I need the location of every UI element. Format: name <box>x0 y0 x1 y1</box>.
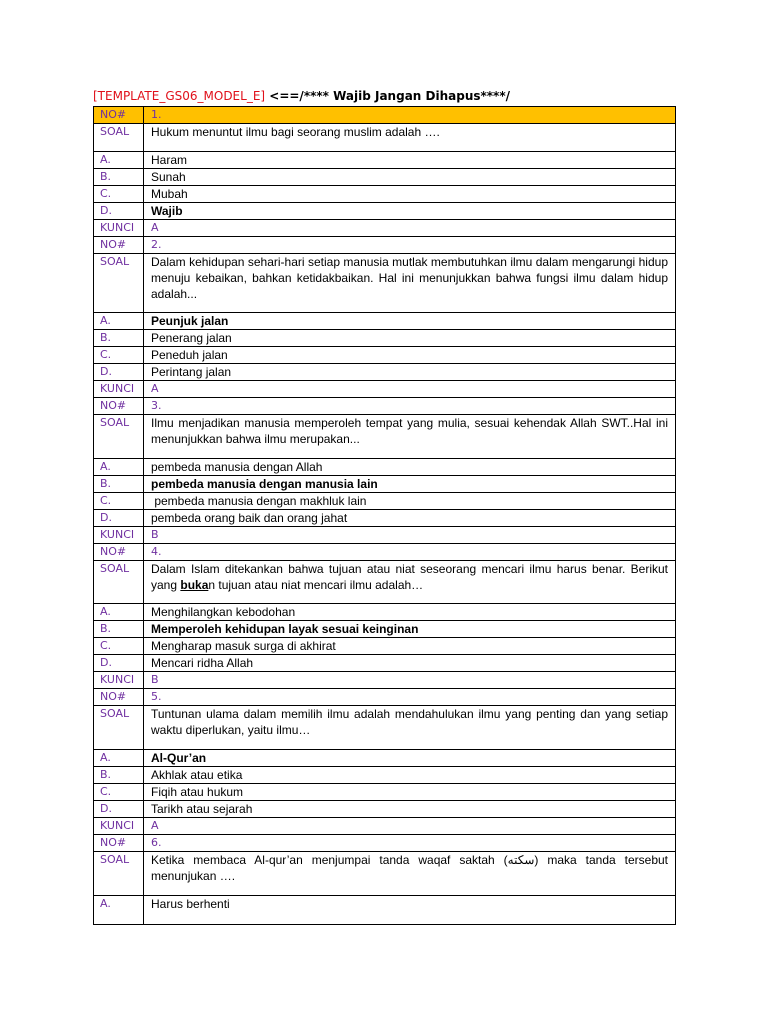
option-b: Akhlak atau etika <box>144 767 676 784</box>
table-row <box>94 527 676 544</box>
option-a: Peunjuk jalan <box>144 313 676 330</box>
option-d: pembeda orang baik dan orang jahat <box>144 510 676 527</box>
question-number: 1. <box>144 107 676 124</box>
option-a: Harus berhenti <box>144 896 676 925</box>
table-row <box>94 493 676 510</box>
table-row <box>94 852 676 896</box>
option-b: Sunah <box>144 169 676 186</box>
option-a: pembeda manusia dengan Allah <box>144 459 676 476</box>
table-row <box>94 544 676 561</box>
row-label: KUNCI <box>94 672 144 689</box>
option-b: pembeda manusia dengan manusia lain <box>144 476 676 493</box>
option-a: Menghilangkan kebodohan <box>144 604 676 621</box>
answer-key: A <box>144 220 676 237</box>
row-label: C. <box>94 638 144 655</box>
table-row <box>94 107 676 124</box>
row-label: C. <box>94 347 144 364</box>
question-table <box>93 106 676 925</box>
answer-key: A <box>144 381 676 398</box>
row-label: NO# <box>94 107 144 124</box>
answer-key: B <box>144 672 676 689</box>
row-label: NO# <box>94 544 144 561</box>
question-number: 3. <box>144 398 676 415</box>
row-label: C. <box>94 186 144 203</box>
row-label: D. <box>94 510 144 527</box>
row-label: A. <box>94 604 144 621</box>
table-row <box>94 672 676 689</box>
table-row <box>94 124 676 152</box>
row-label: D. <box>94 801 144 818</box>
row-label: KUNCI <box>94 220 144 237</box>
question-text: Dalam kehidupan sehari-hari setiap manusia mutlak membutuhkan ilmu dalam mengarungi hidup menuju kebaikan, bahkan ketidakbaikan. Hal ini menunjukkan bahwa fungsi ilmu dalam hidup adalah... <box>144 254 676 313</box>
option-d: Wajib <box>144 203 676 220</box>
question-text: Ilmu menjadikan manusia memperoleh tempat yang mulia, sesuai kehendak Allah SWT..Hal ini menunjukkan bahwa ilmu merupakan... <box>144 415 676 459</box>
row-label: KUNCI <box>94 527 144 544</box>
row-label: SOAL <box>94 254 144 313</box>
table-row <box>94 330 676 347</box>
table-row <box>94 621 676 638</box>
row-label: NO# <box>94 835 144 852</box>
question-text: Tuntunan ulama dalam memilih ilmu adalah mendahulukan ilmu yang penting dan yang setiap waktu diperlukan, yaitu ilmu… <box>144 706 676 750</box>
table-row <box>94 254 676 313</box>
row-label: C. <box>94 493 144 510</box>
option-a: Haram <box>144 152 676 169</box>
question-text-part: Dalam Islam ditekankan bahwa tujuan atau niat seseorang mencari ilmu harus benar. Berikut yang <box>151 562 668 592</box>
answer-key: A <box>144 818 676 835</box>
row-label: A. <box>94 459 144 476</box>
option-d: Tarikh atau sejarah <box>144 801 676 818</box>
option-b: Penerang jalan <box>144 330 676 347</box>
row-label: A. <box>94 750 144 767</box>
table-row <box>94 476 676 493</box>
table-row <box>94 638 676 655</box>
option-c: Fiqih atau hukum <box>144 784 676 801</box>
table-row <box>94 381 676 398</box>
table-row <box>94 750 676 767</box>
table-row <box>94 655 676 672</box>
table-row <box>94 818 676 835</box>
table-row <box>94 220 676 237</box>
option-d: Perintang jalan <box>144 364 676 381</box>
option-c: Peneduh jalan <box>144 347 676 364</box>
row-label: A. <box>94 152 144 169</box>
table-row <box>94 347 676 364</box>
row-label: D. <box>94 364 144 381</box>
row-label: B. <box>94 169 144 186</box>
question-text-part: n tujuan atau niat mencari ilmu adalah… <box>208 578 424 592</box>
row-label: B. <box>94 621 144 638</box>
row-label: SOAL <box>94 124 144 152</box>
table-row <box>94 313 676 330</box>
table-row <box>94 561 676 604</box>
row-label: SOAL <box>94 706 144 750</box>
table-row <box>94 169 676 186</box>
table-row <box>94 835 676 852</box>
row-label: D. <box>94 203 144 220</box>
template-header <box>93 88 510 104</box>
row-label: SOAL <box>94 852 144 896</box>
table-row <box>94 364 676 381</box>
row-label: NO# <box>94 237 144 254</box>
table-row <box>94 801 676 818</box>
option-b: Memperoleh kehidupan layak sesuai keinginan <box>144 621 676 638</box>
table-row <box>94 767 676 784</box>
question-text: Hukum menuntut ilmu bagi seorang muslim adalah …. <box>144 124 676 152</box>
table-row <box>94 689 676 706</box>
row-label: KUNCI <box>94 381 144 398</box>
question-number: 2. <box>144 237 676 254</box>
answer-key: B <box>144 527 676 544</box>
table-row <box>94 203 676 220</box>
table-row <box>94 604 676 621</box>
table-row <box>94 706 676 750</box>
table-row <box>94 896 676 925</box>
question-number: 6. <box>144 835 676 852</box>
table-row <box>94 186 676 203</box>
row-label: B. <box>94 476 144 493</box>
table-row <box>94 152 676 169</box>
template-warning: <==/**** Wajib Jangan Dihapus****/ <box>265 89 510 103</box>
table-row <box>94 398 676 415</box>
question-text <box>144 561 676 604</box>
question-number: 5. <box>144 689 676 706</box>
option-d: Mencari ridha Allah <box>144 655 676 672</box>
table-row <box>94 459 676 476</box>
row-label: B. <box>94 330 144 347</box>
row-label: A. <box>94 896 144 925</box>
row-label: B. <box>94 767 144 784</box>
row-label: NO# <box>94 398 144 415</box>
template-tag: [TEMPLATE_GS06_MODEL_E] <box>93 89 266 103</box>
table-row <box>94 784 676 801</box>
row-label: KUNCI <box>94 818 144 835</box>
emphasized-word: buka <box>180 578 209 592</box>
option-c: Mubah <box>144 186 676 203</box>
row-label: D. <box>94 655 144 672</box>
question-number: 4. <box>144 544 676 561</box>
row-label: A. <box>94 313 144 330</box>
option-a: Al-Qur’an <box>144 750 676 767</box>
table-row <box>94 415 676 459</box>
row-label: C. <box>94 784 144 801</box>
row-label: SOAL <box>94 561 144 604</box>
question-text: Ketika membaca Al-qur’an menjumpai tanda waqaf saktah (سكته) maka tanda tersebut menunjukan …. <box>144 852 676 896</box>
table-row <box>94 510 676 527</box>
row-label: NO# <box>94 689 144 706</box>
table-row <box>94 237 676 254</box>
option-c: pembeda manusia dengan makhluk lain <box>144 493 676 510</box>
row-label: SOAL <box>94 415 144 459</box>
option-c: Mengharap masuk surga di akhirat <box>144 638 676 655</box>
